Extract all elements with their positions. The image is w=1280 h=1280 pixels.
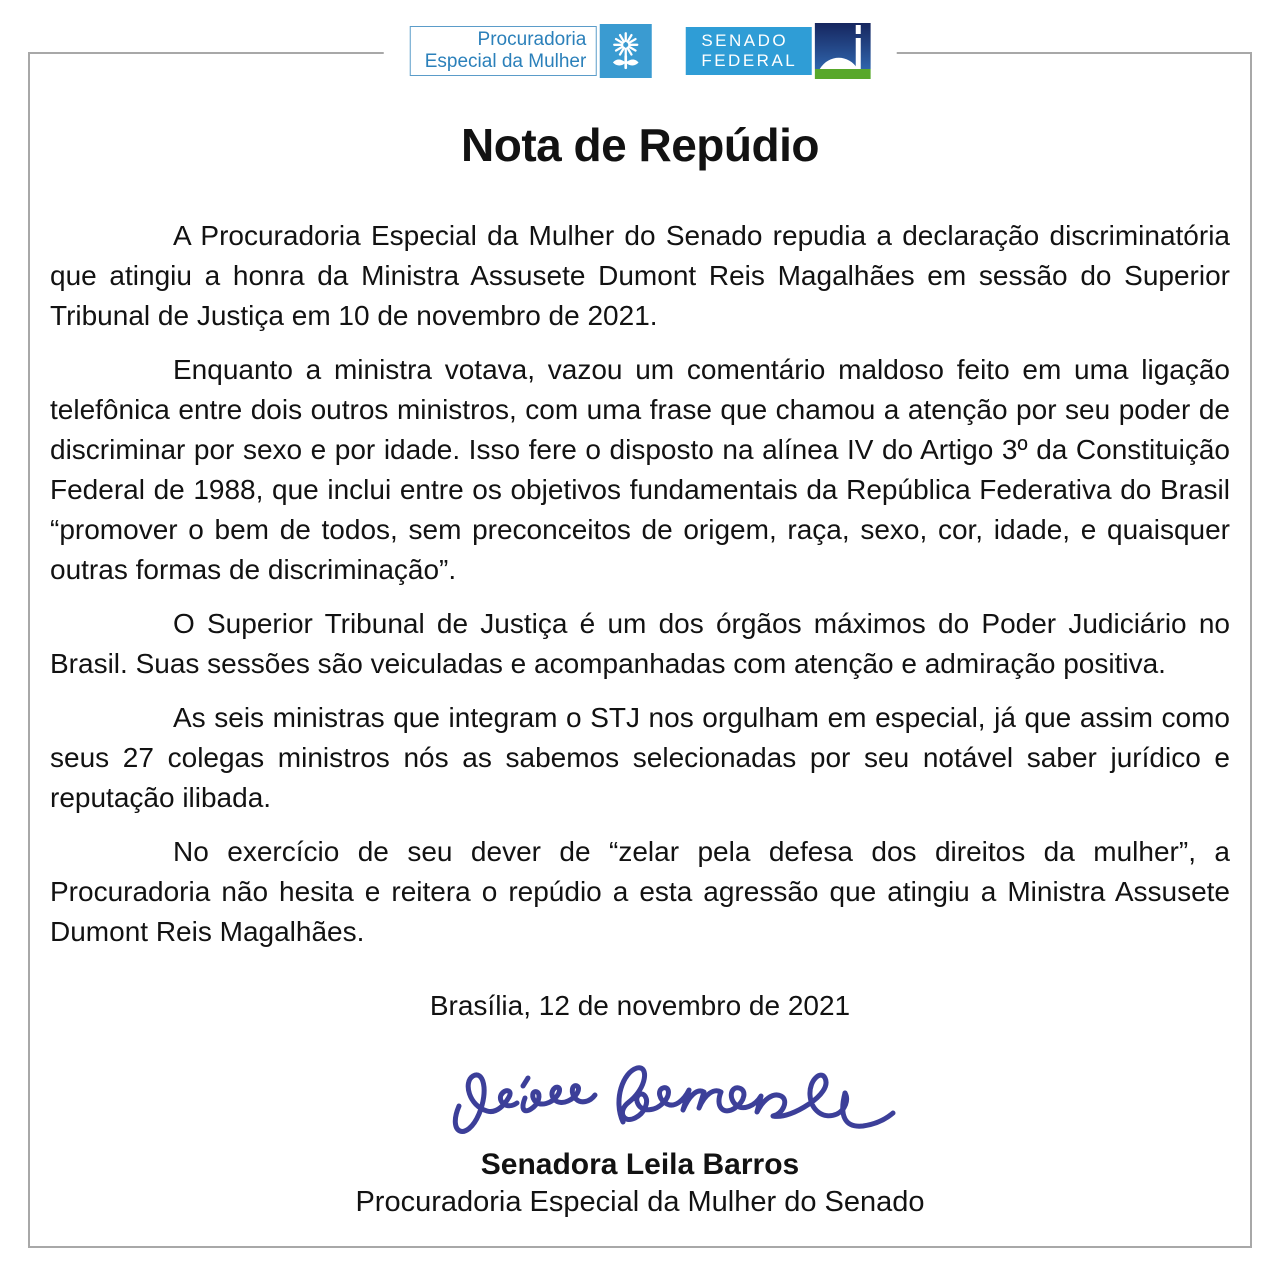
date-line: Brasília, 12 de novembro de 2021	[429, 990, 851, 1021]
paragraph-2: Enquanto a ministra votava, vazou um comentário maldoso feito em uma ligação telefônica entre dois outros ministros, com uma frase que chamou a atenção por seu poder de discriminar por sexo e por idade. Isso fere o disposto na alínea IV do Artigo 3º da Constituição Federal de 1988, que inclui entre os objetivos fundamentais da República Federativa do Brasil “promover o bem de todos, sem preconceitos de origem, raça, sexo, cor, idade, e quaisquer outras formas de discriminação”.	[50, 354, 1230, 585]
congress-building-emblem-icon	[814, 23, 870, 79]
procuradoria-logo-line2: Especial da Mulher	[424, 51, 587, 72]
procuradoria-logo	[410, 26, 597, 76]
paragraph-5: No exercício de seu dever de “zelar pela defesa dos direitos da mulher”, a Procuradoria não hesita e reitera o repúdio a esta agressão que atingiu a Ministra Assusete Dumont Reis Magalhães.	[50, 836, 1230, 947]
page-title: Nota de Repúdio	[461, 119, 819, 171]
signatory-office: Procuradoria Especial da Mulher do Senado	[355, 1186, 925, 1218]
paragraph-4: As seis ministras que integram o STJ nos orgulham em especial, já que assim como seus 27 colegas ministros nós as sabemos selecionadas por seu notável saber jurídico e reputação ilibada.	[50, 702, 1230, 813]
senado-logo-line1: SENADO	[701, 31, 789, 50]
header-logos	[384, 20, 897, 82]
paragraph-3: O Superior Tribunal de Justiça é um dos órgãos máximos do Poder Judiciário no Brasil. Suas sessões são veiculadas e acompanhadas com atenção e admiração positiva.	[50, 608, 1230, 679]
handwritten-signature	[427, 1048, 897, 1148]
signatory-name: Senadora Leila Barros	[480, 1148, 800, 1181]
senado-federal-logo	[685, 27, 811, 75]
document-body	[50, 118, 1230, 1219]
senado-logo-line2: FEDERAL	[701, 51, 798, 70]
paragraph-1: A Procuradoria Especial da Mulher do Senado repudia a declaração discriminatória que atingiu a honra da Ministra Assusete Dumont Reis Magalhães em sessão do Superior Tribunal de Justiça em 10 de novembro de 2021.	[50, 220, 1230, 331]
procuradoria-logo-line1: Procuradoria	[477, 29, 587, 50]
dandelion-flower-icon	[599, 24, 651, 78]
